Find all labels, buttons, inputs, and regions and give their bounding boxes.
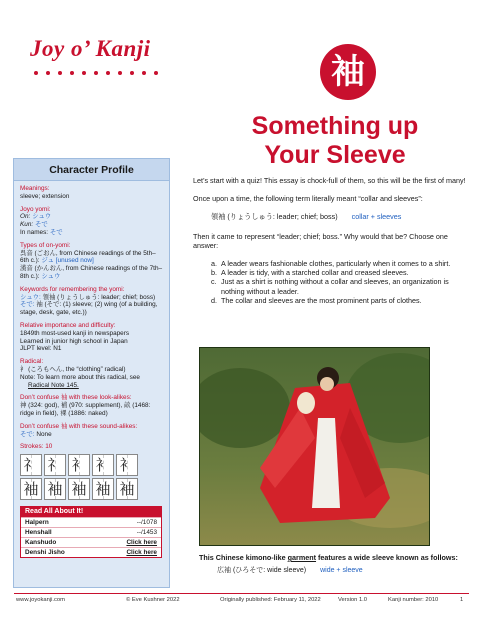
option-text: A leader is tidy, with a starched collar and creased sleeves. [221, 268, 409, 278]
footer-site[interactable]: www.joyokanji.com [16, 597, 65, 603]
reference-row [21, 517, 161, 527]
reference-name: Henshall [25, 529, 52, 537]
joyo-label: Joyo yomi: [20, 205, 51, 213]
on-value: シュウ [32, 213, 52, 221]
radical-note-link[interactable]: Radical Note 145. [28, 381, 79, 389]
quiz-option [211, 259, 474, 268]
reference-row[interactable] [21, 537, 161, 547]
reference-name: Halpern [25, 519, 49, 527]
reference-name: Denshi Jisho [25, 549, 65, 557]
footer-version: Version 1.0 [338, 597, 368, 603]
joyo-yomi-section [20, 206, 163, 237]
kw1-text: 領袖 (りょうしゅう: leader; chief; boss) [42, 293, 156, 301]
stroke-step: 礻 [44, 454, 66, 476]
option-letter: b. [211, 268, 217, 278]
meanings-value: sleeve; extension [20, 192, 70, 200]
logo [30, 34, 160, 78]
reference-row[interactable] [21, 547, 161, 557]
title-line-1: Something up [251, 112, 419, 140]
kimono-photo [199, 347, 430, 546]
names-prefix: In names: [20, 228, 49, 236]
kanji-character: 袖 [331, 52, 365, 92]
go-on-text: 呉音 (ごおん, from Chinese readings of the 5th–6th c.): [20, 249, 156, 265]
stroke-step: 衤 [92, 454, 114, 476]
kw1-reading: シュウ: [20, 293, 41, 301]
go-on-note: [unused now] [55, 257, 94, 265]
strokes-section [20, 443, 163, 500]
caption-term [217, 566, 363, 576]
on-yomi-types-section [20, 242, 163, 281]
quiz-option [211, 268, 474, 277]
reference-value: --/1078 [136, 519, 157, 527]
names-value: そで [49, 228, 63, 236]
paragraph-question: Then it came to represent “leader; chief; boss.” Why would that be? Choose one answer: [193, 231, 448, 250]
quiz-option [211, 277, 474, 295]
lookalikes-label: Don’t confuse 袖 with these look-alikes: [20, 394, 132, 402]
importance-section [20, 322, 163, 353]
garment-link[interactable]: garment [287, 553, 317, 562]
quiz-option [211, 296, 474, 305]
kw2-text: 袖 (そで: (1) sleeve; (2) wing (of a building, stage, desk, gate, etc.)) [20, 301, 158, 317]
reference-value: --/1453 [136, 529, 157, 537]
lookalikes-section [20, 394, 163, 417]
soundalikes-reading: そで: [20, 430, 35, 438]
photo-illustration [200, 348, 430, 546]
caption-after: features a wide sleeve known as follows: [316, 553, 458, 562]
character-profile-sidebar [13, 158, 170, 588]
radical-note: Note: To learn more about this radical, see [20, 373, 140, 381]
footer-kanji-number: Kanji number: 2010 [388, 597, 439, 603]
reference-name: Kanshudo [25, 539, 57, 547]
reference-row [21, 527, 161, 537]
stroke-step: 袖 [20, 478, 42, 500]
stroke-step: 衤 [68, 454, 90, 476]
on-prefix: On: [20, 213, 31, 221]
kan-on-text: 漢音 (かんおん, from Chinese readings of the 7th–8th c.): [20, 265, 163, 280]
types-label: Types of on-yomi: [20, 241, 71, 249]
stroke-step: 袖 [92, 478, 114, 500]
quiz-options [193, 259, 474, 305]
references-table [20, 506, 162, 558]
option-letter: a. [211, 259, 217, 269]
stroke-order-grid [20, 454, 163, 500]
keywords-label: Keywords for remembering the yomi: [20, 285, 125, 293]
stroke-step: 衤 [116, 454, 138, 476]
stroke-step: 礻 [20, 454, 42, 476]
radical-text: 衤 (ころもへん, the “clothing” radical) [20, 365, 126, 373]
title-line-2: Your Sleeve [264, 141, 406, 169]
essay-body [193, 176, 474, 313]
caption-term-text: 広袖 (ひろそで: wide sleeve) [217, 567, 307, 574]
option-text: Just as a shirt is nothing without a collar and sleeves, an organization is nothing without a leader. [221, 277, 449, 296]
keywords-section [20, 286, 163, 317]
denshi-jisho-link[interactable]: Click here [126, 549, 157, 557]
references-header: Read All About It! [21, 507, 161, 517]
page-title [190, 112, 480, 170]
soundalikes-section [20, 423, 163, 439]
footer-published: Originally published: February 11, 2022 [220, 597, 321, 603]
term-example [193, 212, 474, 221]
soundalikes-label: Don’t confuse 袖 with these sound-alikes: [20, 422, 138, 430]
kanji-badge [320, 44, 376, 100]
photo-caption [199, 553, 469, 563]
term-text: 領袖 (りょうしゅう: leader; chief; boss) [211, 212, 338, 222]
page-footer [14, 593, 469, 605]
importance-rank: 1849th most-used kanji in newspapers [20, 329, 130, 337]
sidebar-header: Character Profile [14, 159, 169, 181]
meanings-label: Meanings: [20, 185, 50, 192]
importance-label: Relative importance and difficulty: [20, 321, 116, 329]
caption-term-breakdown: wide + sleeve [320, 567, 363, 574]
stroke-step: 袖 [116, 478, 138, 500]
kun-prefix: Kun: [20, 221, 34, 229]
option-text: The collar and sleeves are the most prominent parts of clothes. [221, 295, 422, 305]
kun-value: そで [34, 221, 48, 229]
kw2-reading: そで: [20, 301, 35, 309]
radical-label: Radical: [20, 358, 44, 366]
strokes-label: Strokes: 10 [20, 443, 53, 451]
footer-page-number: 1 [460, 597, 464, 603]
soundalikes-value: None [36, 430, 52, 438]
stroke-step: 袖 [44, 478, 66, 500]
option-text: A leader wears fashionable clothes, particularly when it comes to a shirt. [221, 259, 451, 269]
importance-jlpt: JLPT level: N1 [20, 345, 62, 353]
term-breakdown: collar + sleeves [351, 212, 402, 222]
option-letter: c. [211, 277, 217, 287]
stroke-step: 袖 [68, 478, 90, 500]
importance-school: Learned in junior high school in Japan [20, 337, 128, 345]
kan-on-value: シュウ [41, 272, 61, 280]
meanings-section [20, 185, 163, 201]
radical-section [20, 358, 163, 389]
paragraph-intro: Let’s start with a quiz! This essay is chock-full of them, so this will be the first of many! [193, 176, 466, 185]
kanshudo-link[interactable]: Click here [126, 539, 157, 547]
logo-text: Joy o’ Kanji [30, 36, 151, 61]
logo-dots-decoration [32, 70, 160, 76]
go-on-value: ジュ [41, 257, 54, 265]
paragraph-term-setup: Once upon a time, the following term literally meant “collar and sleeves”: [193, 194, 423, 204]
footer-copyright: © Eve Kushner 2022 [126, 597, 180, 603]
option-letter: d. [211, 295, 217, 305]
lookalikes-text: 神 (324: god), 補 (970: supplement), 畝 (1468: ridge in field), 裸 (1886: naked) [20, 402, 151, 417]
caption-before: This Chinese kimono-like [199, 553, 288, 562]
